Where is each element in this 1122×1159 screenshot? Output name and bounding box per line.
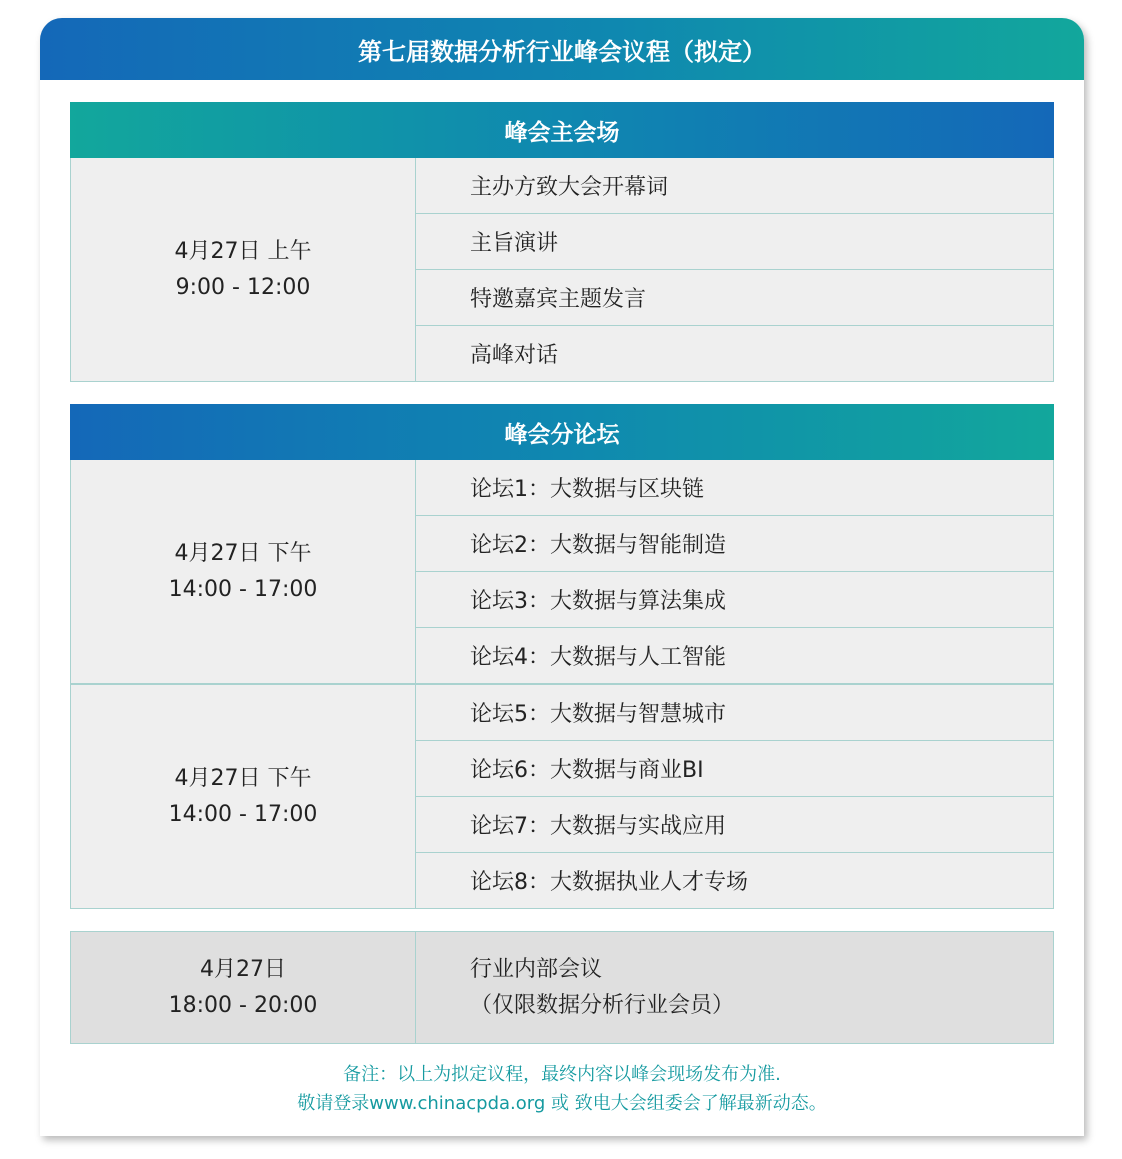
session-date: 4月27日 下午 (174, 765, 312, 791)
session-items (416, 460, 1053, 683)
forum-item: 论坛1：大数据与区块链 (416, 460, 1053, 516)
session-hours: 18:00 - 20:00 (168, 992, 318, 1018)
agenda-title: 第七届数据分析行业峰会议程（拟定） (40, 18, 1084, 80)
footnote (40, 1060, 1084, 1118)
session-hours: 9:00 - 12:00 (175, 274, 311, 300)
forum-item: 论坛4：大数据与人工智能 (470, 645, 726, 670)
section-main-venue (70, 102, 1054, 382)
session-items (416, 685, 1053, 908)
session-items (416, 158, 1053, 381)
agenda-item: 特邀嘉宾主题发言 (416, 270, 1053, 326)
meeting-title: 行业内部会议 (470, 956, 603, 982)
agenda-item: 主办方致大会开幕词 (416, 158, 1053, 214)
forum-item: 论坛8：大数据执业人才专场 (470, 870, 748, 895)
section-title-main-venue: 峰会主会场 (70, 102, 1054, 158)
session-group (70, 158, 1054, 382)
session-items (416, 932, 1053, 1043)
session-time (71, 685, 416, 908)
session-date: 4月27日 上午 (174, 238, 312, 264)
footnote-line: 备注：以上为拟定议程，最终内容以峰会现场发布为准. (343, 1064, 781, 1085)
forum-item: 论坛7：大数据与实战应用 (416, 797, 1053, 853)
session-group (70, 684, 1054, 909)
session-hours: 14:00 - 17:00 (168, 801, 318, 827)
session-group (70, 460, 1054, 684)
section-sub-forums (70, 404, 1054, 909)
section-industry-meeting (70, 931, 1054, 1044)
session-time (71, 158, 416, 381)
session-group (70, 931, 1054, 1044)
footnote-line: 敬请登录www.chinacpda.org 或 致电大会组委会了解最新动态。 (297, 1093, 827, 1114)
session-hours: 14:00 - 17:00 (168, 576, 318, 602)
session-time (71, 460, 416, 683)
meeting-restriction: （仅限数据分析行业会员） (470, 992, 735, 1018)
agenda-item: 主旨演讲 (416, 214, 1053, 270)
session-date: 4月27日 (200, 956, 286, 982)
forum-item: 论坛2：大数据与智能制造 (416, 516, 1053, 572)
section-title-sub-forums: 峰会分论坛 (70, 404, 1054, 460)
forum-item: 论坛3：大数据与算法集成 (416, 572, 1053, 628)
forum-item: 论坛6：大数据与商业BI (416, 741, 1053, 797)
agenda-item: 高峰对话 (470, 343, 559, 368)
session-time (71, 932, 416, 1043)
forum-item: 论坛5：大数据与智慧城市 (416, 685, 1053, 741)
session-date: 4月27日 下午 (174, 540, 312, 566)
agenda-card (40, 18, 1084, 1136)
